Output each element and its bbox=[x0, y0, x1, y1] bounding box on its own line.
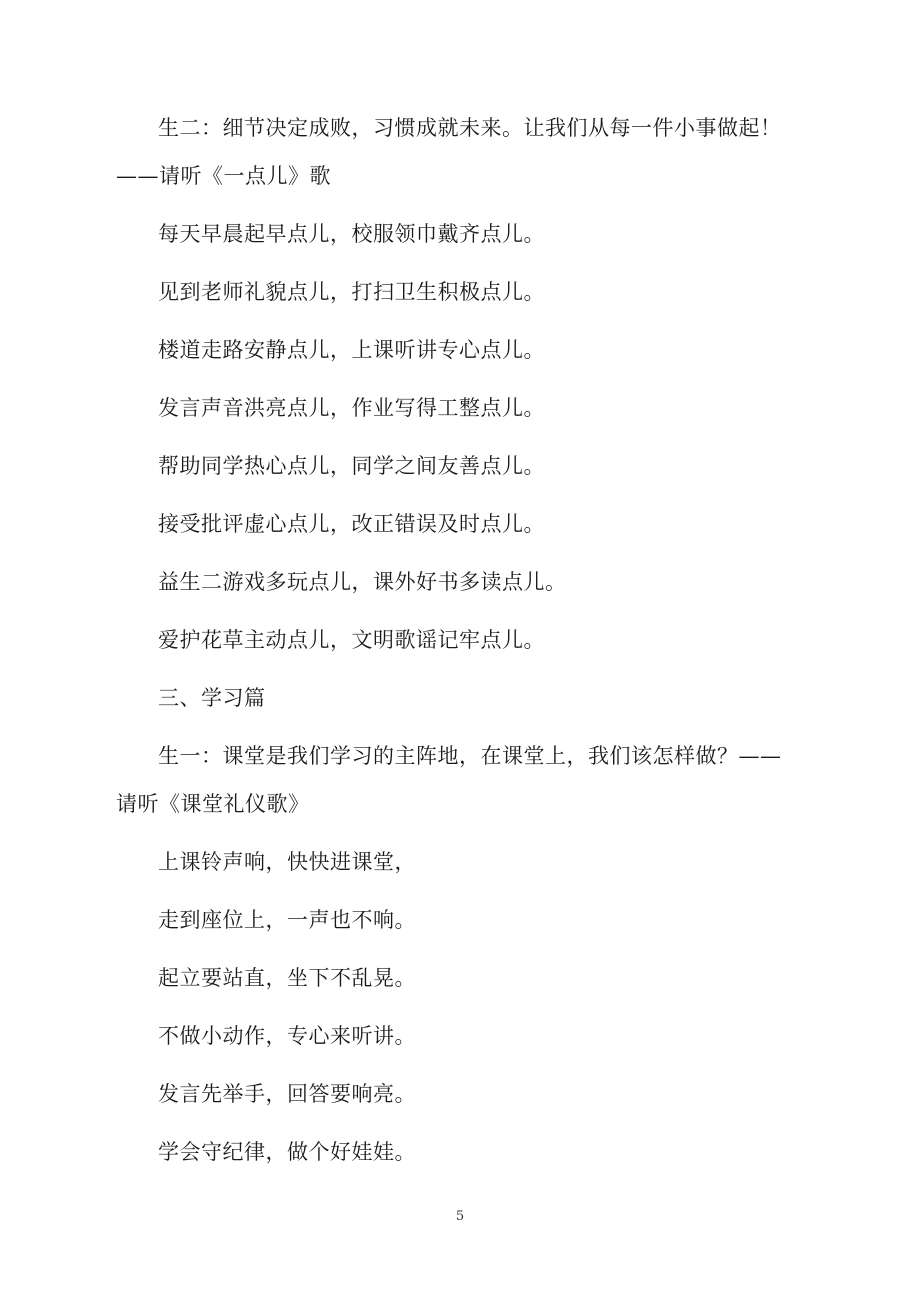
paragraph-line: ——请听《一点儿》歌 bbox=[116, 164, 331, 188]
paragraph-line: 爱护花草主动点儿，文明歌谣记牢点儿。 bbox=[158, 628, 545, 652]
page-number: 5 bbox=[455, 1209, 465, 1224]
paragraph-line: 发言先举手，回答要响亮。 bbox=[158, 1082, 416, 1106]
paragraph-line: 走到座位上，一声也不响。 bbox=[158, 908, 416, 932]
paragraph-line: 请听《课堂礼仪歌》 bbox=[116, 792, 310, 816]
paragraph-line: 帮助同学热心点儿，同学之间友善点儿。 bbox=[158, 454, 545, 478]
paragraph-line: 生一：课堂是我们学习的主阵地，在课堂上，我们该怎样做？—— bbox=[158, 744, 782, 768]
paragraph-line: 见到老师礼貌点儿，打扫卫生积极点儿。 bbox=[158, 280, 545, 304]
section-heading: 三、学习篇 bbox=[158, 686, 266, 710]
paragraph-line: 益生二游戏多玩点儿，课外好书多读点儿。 bbox=[158, 570, 567, 594]
paragraph-line: 上课铃声响，快快进课堂， bbox=[158, 850, 416, 874]
paragraph-line: 不做小动作，专心来听讲。 bbox=[158, 1024, 416, 1048]
paragraph-line: 生二：细节决定成败，习惯成就未来。让我们从每一件小事做起！ bbox=[158, 116, 782, 140]
paragraph-line: 发言声音洪亮点儿，作业写得工整点儿。 bbox=[158, 396, 545, 420]
paragraph-line: 起立要站直，坐下不乱晃。 bbox=[158, 966, 416, 990]
paragraph-line: 接受批评虚心点儿，改正错误及时点儿。 bbox=[158, 512, 545, 536]
paragraph-line: 每天早晨起早点儿，校服领巾戴齐点儿。 bbox=[158, 222, 545, 246]
paragraph-line: 学会守纪律，做个好娃娃。 bbox=[158, 1140, 416, 1164]
paragraph-line: 楼道走路安静点儿，上课听讲专心点儿。 bbox=[158, 338, 545, 362]
